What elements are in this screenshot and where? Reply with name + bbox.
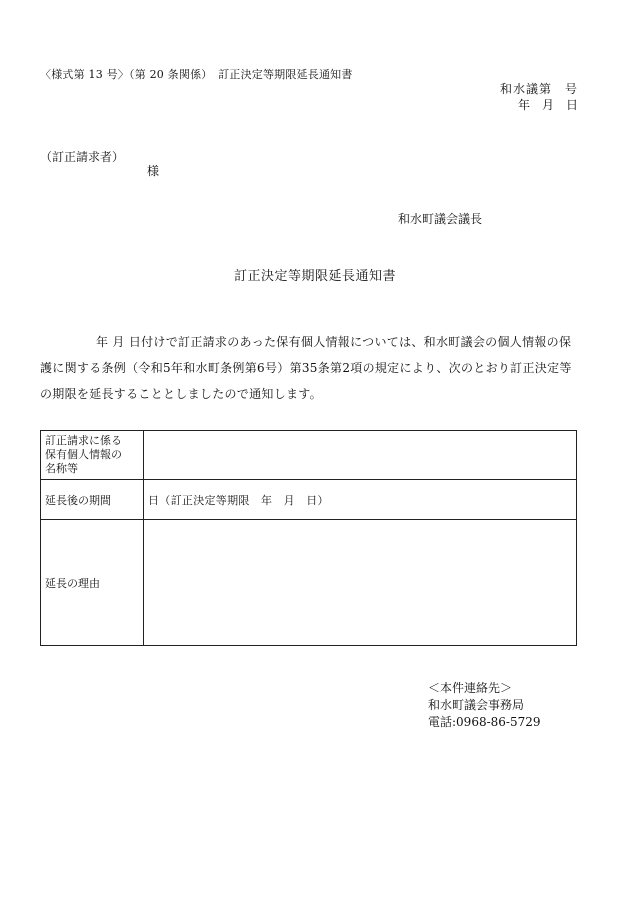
extension-info-table bbox=[40, 430, 577, 646]
record-name-label bbox=[41, 431, 144, 480]
record-name-label-line: 名称等 bbox=[45, 462, 78, 475]
extension-reason-value bbox=[144, 520, 577, 646]
table-row-extension-reason bbox=[41, 520, 577, 646]
extension-reason-label: 延長の理由 bbox=[41, 520, 144, 646]
record-name-label-line: 訂正請求に係る bbox=[45, 434, 122, 447]
sender-name: 和水町議会議長 bbox=[398, 212, 483, 226]
document-title: 訂正決定等期限延長通知書 bbox=[233, 269, 396, 284]
table-row-extended-period bbox=[41, 480, 577, 520]
form-number-label: 〈様式第 13 号〉（第 20 条関係） 訂正決定等期限延長通知書 bbox=[40, 68, 353, 81]
requester-label: （訂正請求者） bbox=[40, 150, 125, 164]
contact-info bbox=[428, 680, 541, 731]
contact-phone: 電話:0968-86-5729 bbox=[428, 715, 541, 729]
contact-office: 和水町議会事務局 bbox=[428, 698, 525, 712]
notice-body-text: 年 月 日付けで訂正請求のあった保有個人情報については、和水町議会の個人情報の保護に関する条例（令和5年和水町条例第6号）第35条第2項の規定により、次のとおり訂正決定等の期限を延長することとしましたので通知します。 bbox=[40, 335, 572, 401]
contact-heading: ＜本件連絡先＞ bbox=[428, 681, 513, 695]
extended-period-value: 日（訂正決定等期限 年 月 日） bbox=[144, 480, 577, 520]
record-name-label-line: 保有個人情報の bbox=[45, 448, 122, 461]
extended-period-label: 延長後の期間 bbox=[41, 480, 144, 520]
addressee-honorific: 様 bbox=[147, 164, 160, 178]
record-name-value bbox=[144, 431, 577, 480]
document-date: 年 月 日 bbox=[517, 98, 578, 112]
document-number: 和水議第 号 bbox=[499, 82, 578, 96]
table-row-record-name bbox=[41, 431, 577, 480]
